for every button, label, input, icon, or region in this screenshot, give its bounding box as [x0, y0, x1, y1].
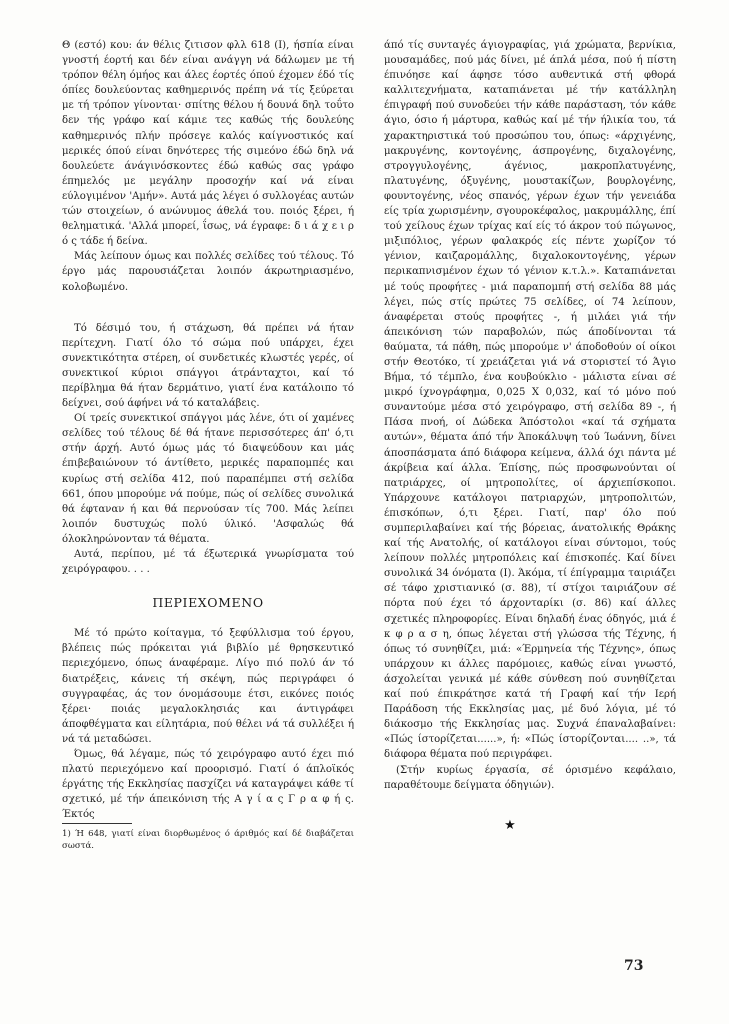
paragraph: Αυτά, περίπου, μέ τά έξωτερικά γνωρίσματα τού χειρόγραφου. . . .	[62, 549, 354, 576]
left-column	[62, 38, 354, 823]
paragraph: Όμως, θά λέγαμε, πώς τό χειρόγραφο αυτό έχει πιό πλατύ περιεχόμενο καί προορισμό. Γιατί ό άπλοϊκός έργάτης τής Εκκλησίας πασχίζει νά καταγράψει κάθε τί σχετικό, μέ τήν άπεικόνιση τής Α γ ί α ς Γ ρ α φ ή ς. Έκτός	[62, 749, 354, 821]
paragraph: (Στήν κυρίως έργασία, σέ όρισμένο κεφάλαιο, παραθέτουμε δείγματα όδηγιών).	[384, 764, 676, 791]
footnote: 1) Ή 648, γιατί είναι διορθωμένος ό άριθμός καί δέ διαβάζεται σωστά.	[62, 829, 354, 851]
right-column	[384, 38, 676, 793]
section-heading: ΠΕΡΙΕΧΟΜΕΝΟ	[152, 595, 264, 611]
page-number: 73	[624, 958, 644, 974]
paragraph: Μάς λείπουν όμως και πολλές σελίδες τού τέλους. Τό έργο μάς παρουσιάζεται λοιπόν άκρωτηριασμένο, κολοβωμένο.	[62, 251, 354, 293]
paragraph: Θ (εστό) κου: άν θέλις ζιτισον φλλ 618 (Ι), ήσπία είναι γνοστή έορτή και δέν είναι ανάγγη νά δάλωμεν με τή τρόπον θέλη όμήος και άλες έορτές όπού έχομεν έδό τίς όπίες δουλεύοντας καθημερινός πρέπη νά τίς ξεύρεται με τή τρόπον γίνονται· σπίτης θέλου ή δουνά δηλ τοΰτο δεν τής γράφο καί κάμιε τες καθώς τής δουλεύης καθημερινός πλήν πρόσεγε καλός καίγνοστικός καί μερικές όπού είναι δηνότερες τής σιμεόνο έδώ δηλ νά δουλεύετε άνάγινόσκοντες έδώ καθώς σας γράφο έπημελός με μεγάλην προσοχήν καί νά είναι εύλογιμένον 'Αμήν». Αυτά μάς λέγει ό συλλογέας αυτών τών στοιχείων, ό ανώνυμος άθελά του. ποιός ξέρει, ή θεληματικά. 'Αλλά μπορεί, ΐσως, νά έγραφε: δ ι ά χ ε ι ρ ό ς τάδε ή δείνα.	[62, 40, 354, 248]
paragraph: Τό δέσιμό του, ή στάχωση, θά πρέπει νά ήταν περίτεχνη. Γιατί όλο τό σώμα πού υπάρχει, έχει συνεκτικότητα στέρεη, οί συνδετικές κλωστές γερές, οί συνεκτικοί κύριοι σπάγγοι άτράνταχτοι, καί τό περίβλημα θά ήταν δερμάτινο, γιατί ένα κατάλοιπο τό δείχνει, σού άφήνει νά τό καταλάβεις.	[62, 322, 354, 410]
paragraph: άπό τίς συνταγές άγιογραφίας, γιά χρώματα, βερνίκια, μουσαμάδες, πού μάς δίνει, μέ άπλά μέσα, πού ή πίστη έπινόησε καί άφησε τόσο αυθεντικά στή φθορά καλλιτεχνήματα, καταπιάνεται μέ τήν κατάλληλη έπιγραφή πού συνοδεύει τήν κάθε παράσταση, τόν κάθε άγιο, όσιο ή μάρτυρα, καθώς καί μέ τήν ήλικία του, τά χαρακτηριστικά τού προσώπου του, όπως: «άρχιγένης, μακρυγένης, κοντογένης, άσπρογένης, διχαλογένης, στρογγυλογένης, άγένιος, μακροπλατυγένης, πλατυγένης, όξυγένης, μουστακίζων, βουρλογένης, φουντογένης, νέος σπανός, γέρων έχων τήν γενειάδα είς τρία χωρισμένην, σγουροκέφαλος, μακρυμάλλης, έπί τού χείλους έχων τρίχας καί είς τό άκρον τού πώγωνος, μιξιπόλιος, γέρων φαλακρός είς πέντε χωρίζον τό γένιον, καιζαρομάλλης, διχαλοκοντογένης, γέρων περικαπνισμένον έχων τό γένιον κ.τ.λ.». Καταπιάνεται μέ τούς προφήτες - μιά παραπομπή στή σελίδα 88 μάς λέγει, πώς στίς πρώτες 75 σελίδες, οί 74 λείπουν, άναφέρεται στούς προφήτες -, ή μιλάει γιά τήν άπεικόνιση τών παραβολών, πώς άποδίνονται τά θαύματα, τά πάθη, πώς μπορούμε ν' άποδοθούν οί οίκοι στήν Θεοτόκο, τί χρειάζεται γιά νά στοριστεί τό Άγιο Βήμα, τό τέμπλο, ένα κουβούκλιο - μάλιστα είναι σέ μικρό ίχνογράφημα, 0,025 Χ 0,032, καί τό μόνο πού συναντούμε μέσα στό χειρόγραφο, στή σελίδα 89 -, ή Πάσα πνοή, οί Δώδεκα Άπόστολοι «καί τά σχήματα αυτών», θέματα άπό τήν Άποκάλυψη τού Ίωάννη, δίνει άποσπάσματα άπό διάφορα κείμενα, άλλά όχι πάντα μέ άκρίβεια καί άλλα. Έπίσης, πώς προσφωνούνται οί πατριάρχες, οί μητροπολίτες, οί άρχιεπίσκοποι. Υπάρχουνε κατάλογοι πατριαρχών, μητροπολιτών, έπισκόπων, ό,τι ξέρει. Γιατί, παρ' όλο πού συμπεριλαβαίνει καί τής βόρειας, άνατολικής Θράκης καί τής Ανατολής, οί κατάλογοι είναι σύντομοι, τούς λείπουν πολλές μητροπόλεις καί έπισκοπές. Καί δίνει συνολικά 34 όνόματα (Ι). Άκόμα, τί έπίγραμμα ταιριάζει σέ τάφο χριστιανικό (σ. 88), τί στίχοι ταιριάζουν σέ πόρτα πού έχει τό άρχονταρίκι (σ. 86) καί άλλες σχετικές πληροφορίες. Είναι δηλαδή ένας όδηγός, μιά έ κ φ ρ α σ η, όπως λέγεται στή γλώσσα τής Τέχνης, ή όπως τό συνηθίζει, μιά: «Έρμηνεία τής Τέχνης», όπως υπάρχουν κι άλλες παρόμοιες, καθώς είναι γνωστό, άσχολείται γενικά μέ κάθε σύνθεση πού συνηθίζεται καί πού έπικράτησε κατά τή Γραφή καί τήν Ιερή Παράδοση τής Εκκλησίας μας, μέ δυό λόγια, μέ τό διάκοσμο τής Εκκλησίας μας. Συχνά έπαναλαβαίνει: «Πώς ίστορίζεται......», ή: «Πώς ίστορίζονται.... ..», τά διάφορα θέματα πού περιγράφει.	[384, 40, 676, 761]
paragraph: Μέ τό πρώτο κοίταγμα, τό ξεφύλλισμα τού έργου, βλέπεις πώς πρόκειται γιά βιβλίο μέ θρησκευτικό περιεχόμενο, όπως άναφέραμε. Λίγο πιό πολύ άν τό διατρέξεις, κάνεις τή σκέψη, πώς περιγράφει ό συγγραφέας, άς τον όνομάσουμε έτσι, εικόνες ποιός ξέρει· ποιάς μεγαλοκλησιάς και άντιγράφει άποφθέγματα και είλητάρια, πού θέλει νά τά συλλέξει ή νά τά μεταδώσει.	[62, 628, 354, 745]
footnote-divider	[62, 823, 132, 824]
paragraph: Οί τρείς συνεκτικοί σπάγγοι μάς λένε, ότι οί χαμένες σελίδες τού τέλους δέ θά ήτανε περισσότερες άπ' ό,τι στήν άρχή. Αυτό όμως μάς τό διαψεύδουν και μάς έπιβεβαιώνουν τό άντίθετο, μερικές παραπομπές και κυρίως στή σελίδα 412, πού παραπέμπει στή σελίδα 661, όπου μπορούμε νά πούμε, πώς οί σελίδες συνολικά θά έφταναν ή και θά περνούσαν τίς 700. Μάς λείπει λοιπόν δυστυχώς πολύ ύλικό. 'Ασφαλώς θά όλοκληρώνονταν τά θέματα.	[62, 413, 354, 545]
star-ornament-icon: ★	[504, 818, 516, 833]
